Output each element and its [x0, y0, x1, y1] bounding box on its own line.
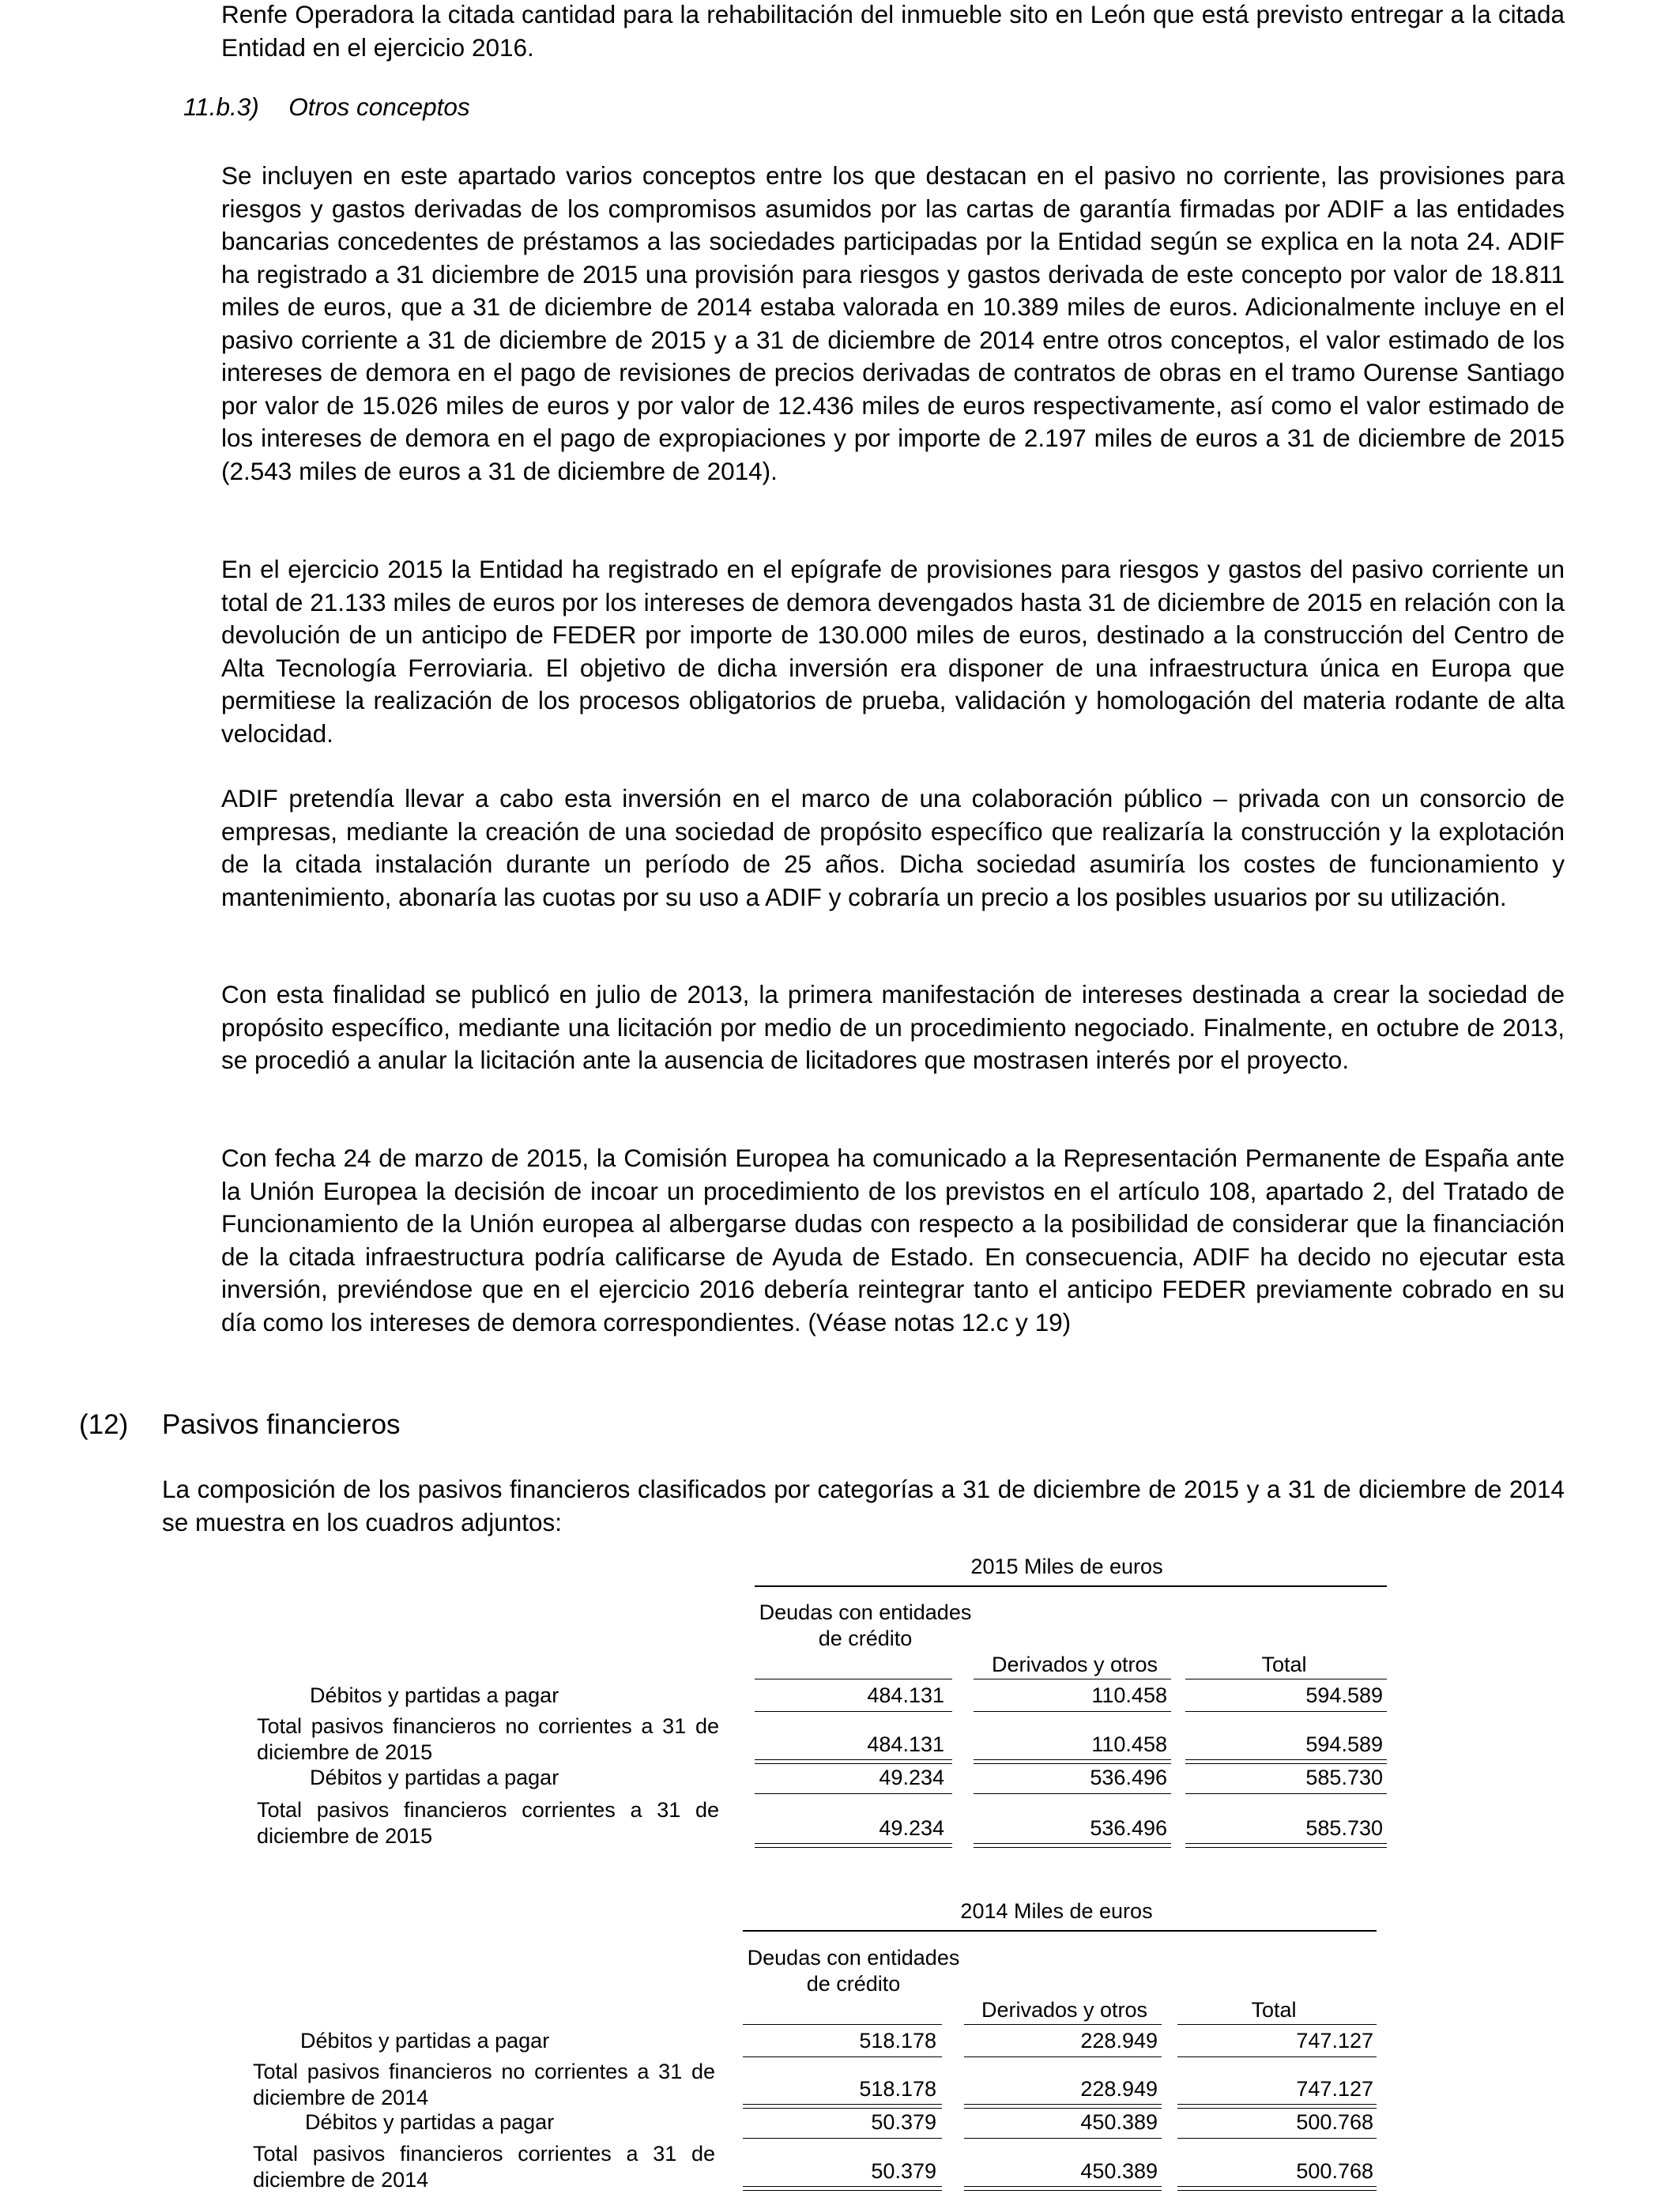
- paragraph-feder-provision: En el ejercicio 2015 la Entidad ha registrado en el epígrafe de provisiones para riesgos y gastos del pasivo corriente un total de 21.133 miles de euros por los intereses de demora devengados hasta 31 de diciembre de 2015 en relación con la devolución de un anticipo de FEDER por importe de 130.000 miles de euros, destinado a la construcción del Centro de Alta Tecnología Ferroviaria. El objetivo de dicha inversión era disponer de una infraestructura única en Europa que permitiese la realización de los procesos obligatorios de prueba, validación y homologación del materia rodante de alta velocidad.: [221, 555, 1565, 748]
- table-cell: 585.730: [1305, 1766, 1383, 1789]
- table-cell: 450.389: [1080, 2110, 1158, 2134]
- column-rule: [743, 2024, 942, 2025]
- row-label: Débitos y partidas a pagar: [300, 2029, 550, 2053]
- table-cell: 49.234: [879, 1766, 944, 1789]
- table-cell: 500.768: [1296, 2159, 1373, 2183]
- table-cell: 450.389: [1080, 2159, 1158, 2183]
- row-label: Débitos y partidas a pagar: [310, 1683, 559, 1707]
- column-header-derivados: Derivados y otros: [991, 1653, 1158, 1676]
- table-cell: 110.458: [1091, 1683, 1167, 1707]
- column-header-total: Total: [1251, 1998, 1297, 2022]
- row-label: Débitos y partidas a pagar: [305, 2110, 555, 2134]
- cell-rule: [743, 2138, 942, 2139]
- cell-rule: [1177, 2056, 1377, 2057]
- cell-rule: [964, 2056, 1162, 2057]
- paragraph-otros-conceptos: Se incluyen en este apartado varios conceptos entre los que destacan en el pasivo no corriente, las provisiones para riesgos y gastos derivadas de los compromisos asumidos por las cartas de garantía firmadas por ADIF a las entidades bancarias concedentes de préstamos a las sociedades participadas por la Entidad según se explica en la nota 24. ADIF ha registrado a 31 diciembre de 2015 una provisión para riesgos y gastos derivada de este concepto por valor de 18.811 miles de euros, que a 31 de diciembre de 2014 estaba valorada en 10.389 miles de euros. Adicionalmente incluye en el pasivo corriente a 31 de diciembre de 2015 y a 31 de diciembre de 2014 entre otros conceptos, el valor estimado de los intereses de demora en el pago de revisiones de precios derivadas de contratos de obras en el tramo Ourense Santiago por valor de 15.026 miles de euros y por valor de 12.436 miles de euros respectivamente, así como el valor estimado de los intereses de demora en el pago de expropiaciones y por importe de 2.197 miles de euros a 31 de diciembre de 2015 (2.543 miles de euros a 31 de diciembre de 2014).: [221, 161, 1565, 485]
- section-number: (12): [79, 1409, 129, 1440]
- paragraph-comision-europea: Con fecha 24 de marzo de 2015, la Comisión Europea ha comunicado a la Representación Permanente de España ante la Unión Europea la decisión de incoar un procedimiento de los previstos en el artículo 108, apartado 2, del Tratado de Funcionamiento de la Unión europea al albergarse dudas con respecto a la posibilidad de considerar que la financiación de la citada infraestructura podría calificarse de Ayuda de Estado. En consecuencia, ADIF ha decido no ejecutar esta inversión, previéndose que en el ejercicio 2016 debería reintegrar tanto el anticipo FEDER previamente cobrado en su día como los intereses de demora correspondientes. (Véase notas 12.c y 19): [221, 1144, 1565, 1336]
- subsection-title: Otros conceptos: [288, 92, 470, 121]
- table-cell: 49.234: [879, 1816, 944, 1840]
- table-cell: 585.730: [1305, 1816, 1383, 1840]
- table-heading-rule: [743, 1930, 1377, 1932]
- subsection-number: 11.b.3): [183, 92, 259, 121]
- table-cell: 594.589: [1305, 1683, 1383, 1707]
- column-header-deudas: Deudas con entidades de crédito: [747, 1946, 960, 1996]
- column-header-deudas: Deudas con entidades de crédito: [759, 1600, 972, 1650]
- cell-double-rule: [743, 2104, 942, 2109]
- column-rule: [1177, 2024, 1377, 2025]
- section-title: Pasivos financieros: [162, 1409, 401, 1440]
- cell-rule: [743, 2056, 942, 2057]
- table-cell: 110.458: [1091, 1732, 1167, 1756]
- cell-double-rule: [964, 2186, 1162, 2191]
- table-heading: 2015 Miles de euros: [970, 1555, 1163, 1578]
- column-header-total: Total: [1261, 1653, 1307, 1676]
- table-cell: 228.949: [1080, 2029, 1158, 2053]
- row-label: Total pasivos financieros no corrientes a 31 de diciembre de 2015: [257, 1714, 719, 1764]
- row-label: Total pasivos financieros corrientes a 31 de diciembre de 2015: [257, 1798, 719, 1848]
- table-cell: 518.178: [859, 2029, 936, 2053]
- section-intro: La composición de los pasivos financieros clasificados por categorías a 31 de diciembre de 2015 y a 31 de diciembre de 2014 se muestra en los cuadros adjuntos:: [162, 1475, 1565, 1536]
- table-cell: 484.131: [867, 1683, 944, 1707]
- paragraph-licitacion: Con esta finalidad se publicó en julio de 2013, la primera manifestación de intereses destinada a crear la sociedad de propósito específico, mediante una licitación por medio de un procedimiento negociado. Finalmente, en octubre de 2013, se procedió a anular la licitación ante la ausencia de licitadores que mostrasen interés por el proyecto.: [221, 980, 1565, 1074]
- cell-rule: [964, 2138, 1162, 2139]
- row-label: Total pasivos financieros corrientes a 31 de diciembre de 2014: [253, 2142, 715, 2192]
- cell-double-rule: [964, 2104, 1162, 2109]
- row-label: Débitos y partidas a pagar: [310, 1766, 559, 1789]
- column-header-derivados: Derivados y otros: [981, 1998, 1148, 2022]
- row-label: Total pasivos financieros no corrientes a 31 de diciembre de 2014: [253, 2060, 715, 2109]
- table-cell: 536.496: [1090, 1766, 1167, 1789]
- cell-double-rule: [1177, 2186, 1377, 2191]
- continued-paragraph: Renfe Operadora la citada cantidad para la rehabilitación del inmueble sito en León que está previsto entregar a la citada Entidad en el ejercicio 2016.: [221, 0, 1565, 62]
- cell-rule: [1177, 2138, 1377, 2139]
- table-cell: 536.496: [1090, 1816, 1167, 1840]
- table-cell: 747.127: [1296, 2077, 1373, 2101]
- cell-double-rule: [1177, 2104, 1377, 2109]
- table-cell: 50.379: [871, 2159, 936, 2183]
- paragraph-adif-inversion: ADIF pretendía llevar a cabo esta inversión en el marco de una colaboración público – privada con un consorcio de empresas, mediante la creación de una sociedad de propósito específico que realizaría la construcción y la explotación de la citada instalación durante un período de 25 años. Dicha sociedad asumiría los costes de funcionamiento y mantenimiento, abonaría las cuotas por su uso a ADIF y cobraría un precio a los posibles usuarios por su utilización.: [221, 784, 1565, 911]
- table-cell: 228.949: [1080, 2077, 1158, 2101]
- table-heading: 2014 Miles de euros: [960, 1899, 1153, 1923]
- table-cell: 747.127: [1296, 2029, 1373, 2053]
- table-cell: 50.379: [871, 2110, 936, 2134]
- cell-double-rule: [743, 2186, 942, 2191]
- table-cell: 594.589: [1305, 1732, 1383, 1756]
- table-cell: 518.178: [859, 2077, 936, 2101]
- column-rule: [964, 2024, 1162, 2025]
- table-cell: 484.131: [867, 1732, 944, 1756]
- table-cell: 500.768: [1296, 2110, 1373, 2134]
